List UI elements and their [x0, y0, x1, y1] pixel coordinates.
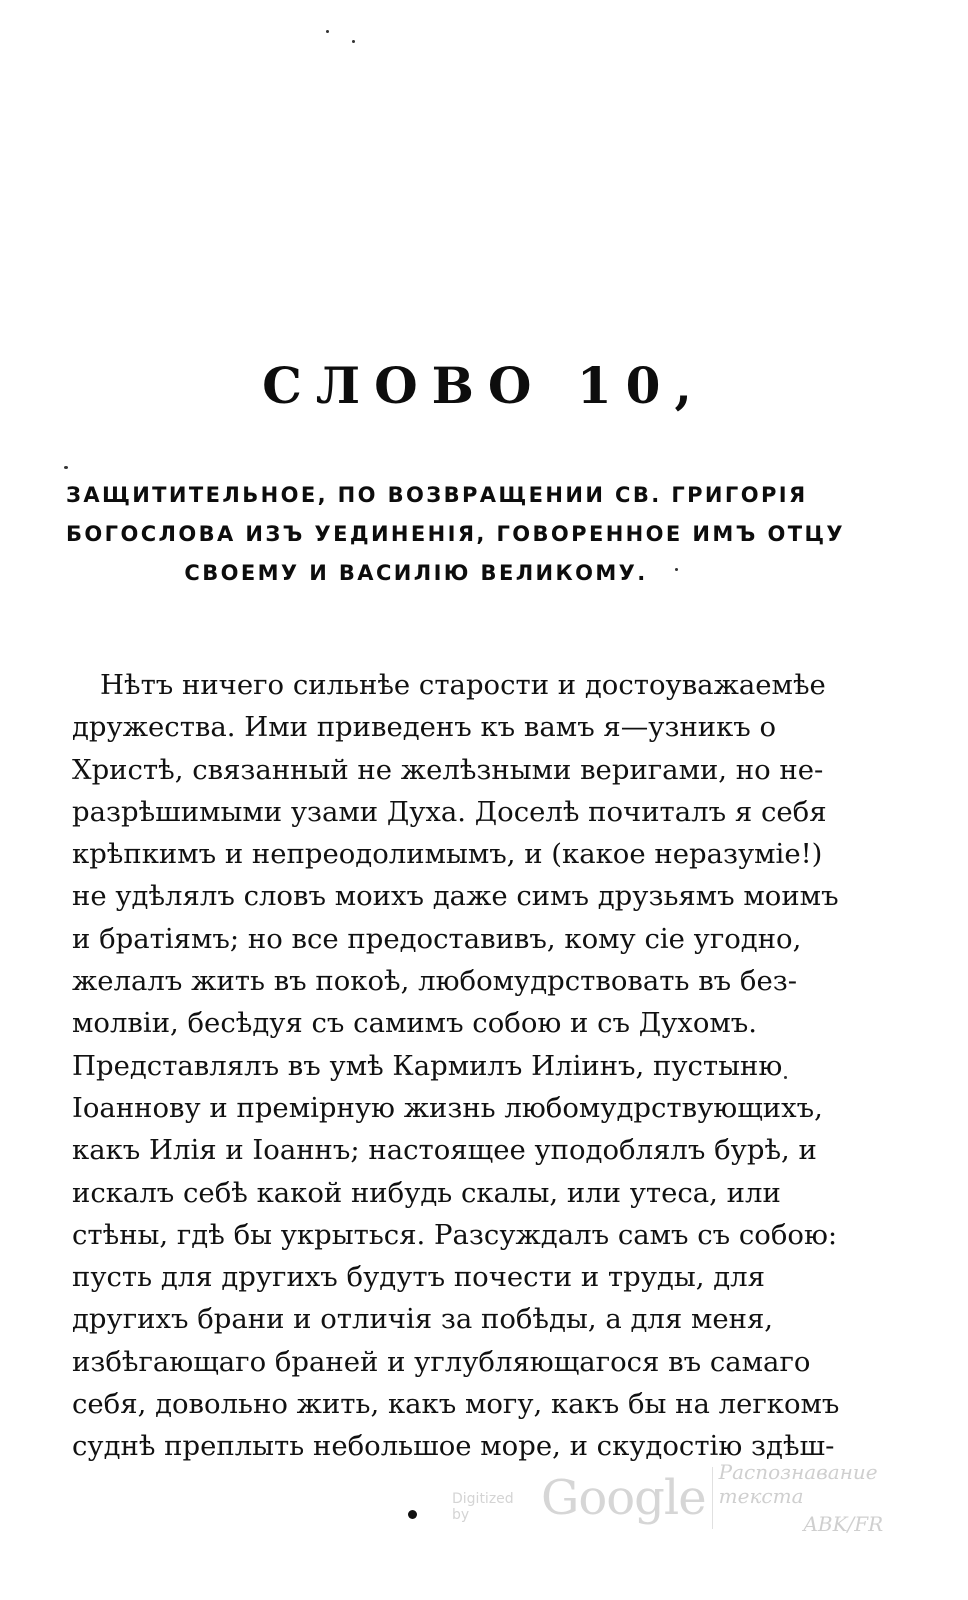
google-watermark: [452, 1462, 968, 1534]
text-line: себя, довольно жить, какъ могу, какъ бы на легкомъ: [72, 1388, 840, 1421]
page-title: СЛОВО 10,: [262, 356, 706, 415]
subtitle-line: БОГОСЛОВА ИЗЪ УЕДИНЕНІЯ, ГОВОРЕННОЕ ИМЪ ОТЦУ: [66, 522, 845, 546]
text-line: избѣгающаго браней и углубляющагося въ самаго: [72, 1345, 811, 1378]
body-text: [72, 664, 840, 1468]
scan-speck: [784, 1076, 787, 1079]
text-line: разрѣшимыми узами Духа. Доселѣ почиталъ я себя: [72, 795, 827, 828]
text-line: суднѣ преплыть небольшое море, и скудостію здѣш-: [72, 1430, 835, 1463]
google-logo: Google: [541, 1470, 706, 1526]
scan-speck: [352, 40, 355, 43]
recognition-credit: [719, 1460, 968, 1536]
digitized-by-label: Digitized by: [452, 1491, 514, 1523]
text-line: искалъ себѣ какой нибудь скалы, или утеса, или: [72, 1176, 781, 1209]
page-mark: [408, 1510, 417, 1519]
text-line: другихъ брани и отличія за побѣды, а для меня,: [72, 1303, 774, 1336]
text-line: и братіямъ; но все предоставивъ, кому сіе угодно,: [72, 922, 802, 955]
text-line: какъ Илія и Іоаннъ; настоящее уподоблялъ бурѣ, и: [72, 1134, 817, 1167]
text-line: молвіи, бесѣдуя съ самимъ собою и съ Духомъ.: [72, 1007, 758, 1040]
text-line: пусть для другихъ будутъ почести и труды, для: [72, 1261, 765, 1294]
text-line: Нѣтъ ничего сильнѣе старости и достоуважаемѣе: [100, 669, 826, 701]
section-subtitle: [66, 476, 845, 593]
scan-speck: [64, 466, 68, 469]
text-line: дружества. Ими приведенъ къ вамъ я—узникъ о: [72, 711, 777, 744]
text-line: Христѣ, связанный не желѣзными веригами, но не-: [72, 753, 824, 786]
scan-speck: [675, 568, 678, 571]
scan-speck: [326, 30, 329, 33]
text-line: Представлялъ въ умѣ Кармилъ Иліинъ, пустыню: [72, 1049, 783, 1082]
subtitle-line: СВОЕМУ И ВАСИЛІЮ ВЕЛИКОМУ.: [184, 561, 648, 585]
text-line: желалъ жить въ покоѣ, любомудрствовать въ без-: [72, 965, 798, 998]
recognition-author: ABK/FR: [803, 1512, 884, 1536]
subtitle-line: ЗАЩИТИТЕЛЬНОЕ, ПО ВОЗВРАЩЕНИИ СВ. ГРИГОРІЯ: [66, 483, 808, 507]
text-line: не удѣлялъ словъ моихъ даже симъ друзьямъ моимъ: [72, 880, 839, 913]
text-line: Іоаннову и премірную жизнь любомудрствующихъ,: [72, 1091, 823, 1124]
text-line: стѣны, гдѣ бы укрыться. Разсуждалъ самъ съ собою:: [72, 1218, 838, 1251]
text-line: крѣпкимъ и непреодолимымъ, и (какое неразуміе!): [72, 838, 823, 871]
watermark-divider: [712, 1467, 713, 1529]
recognition-label: Распознавание текста: [718, 1460, 878, 1508]
